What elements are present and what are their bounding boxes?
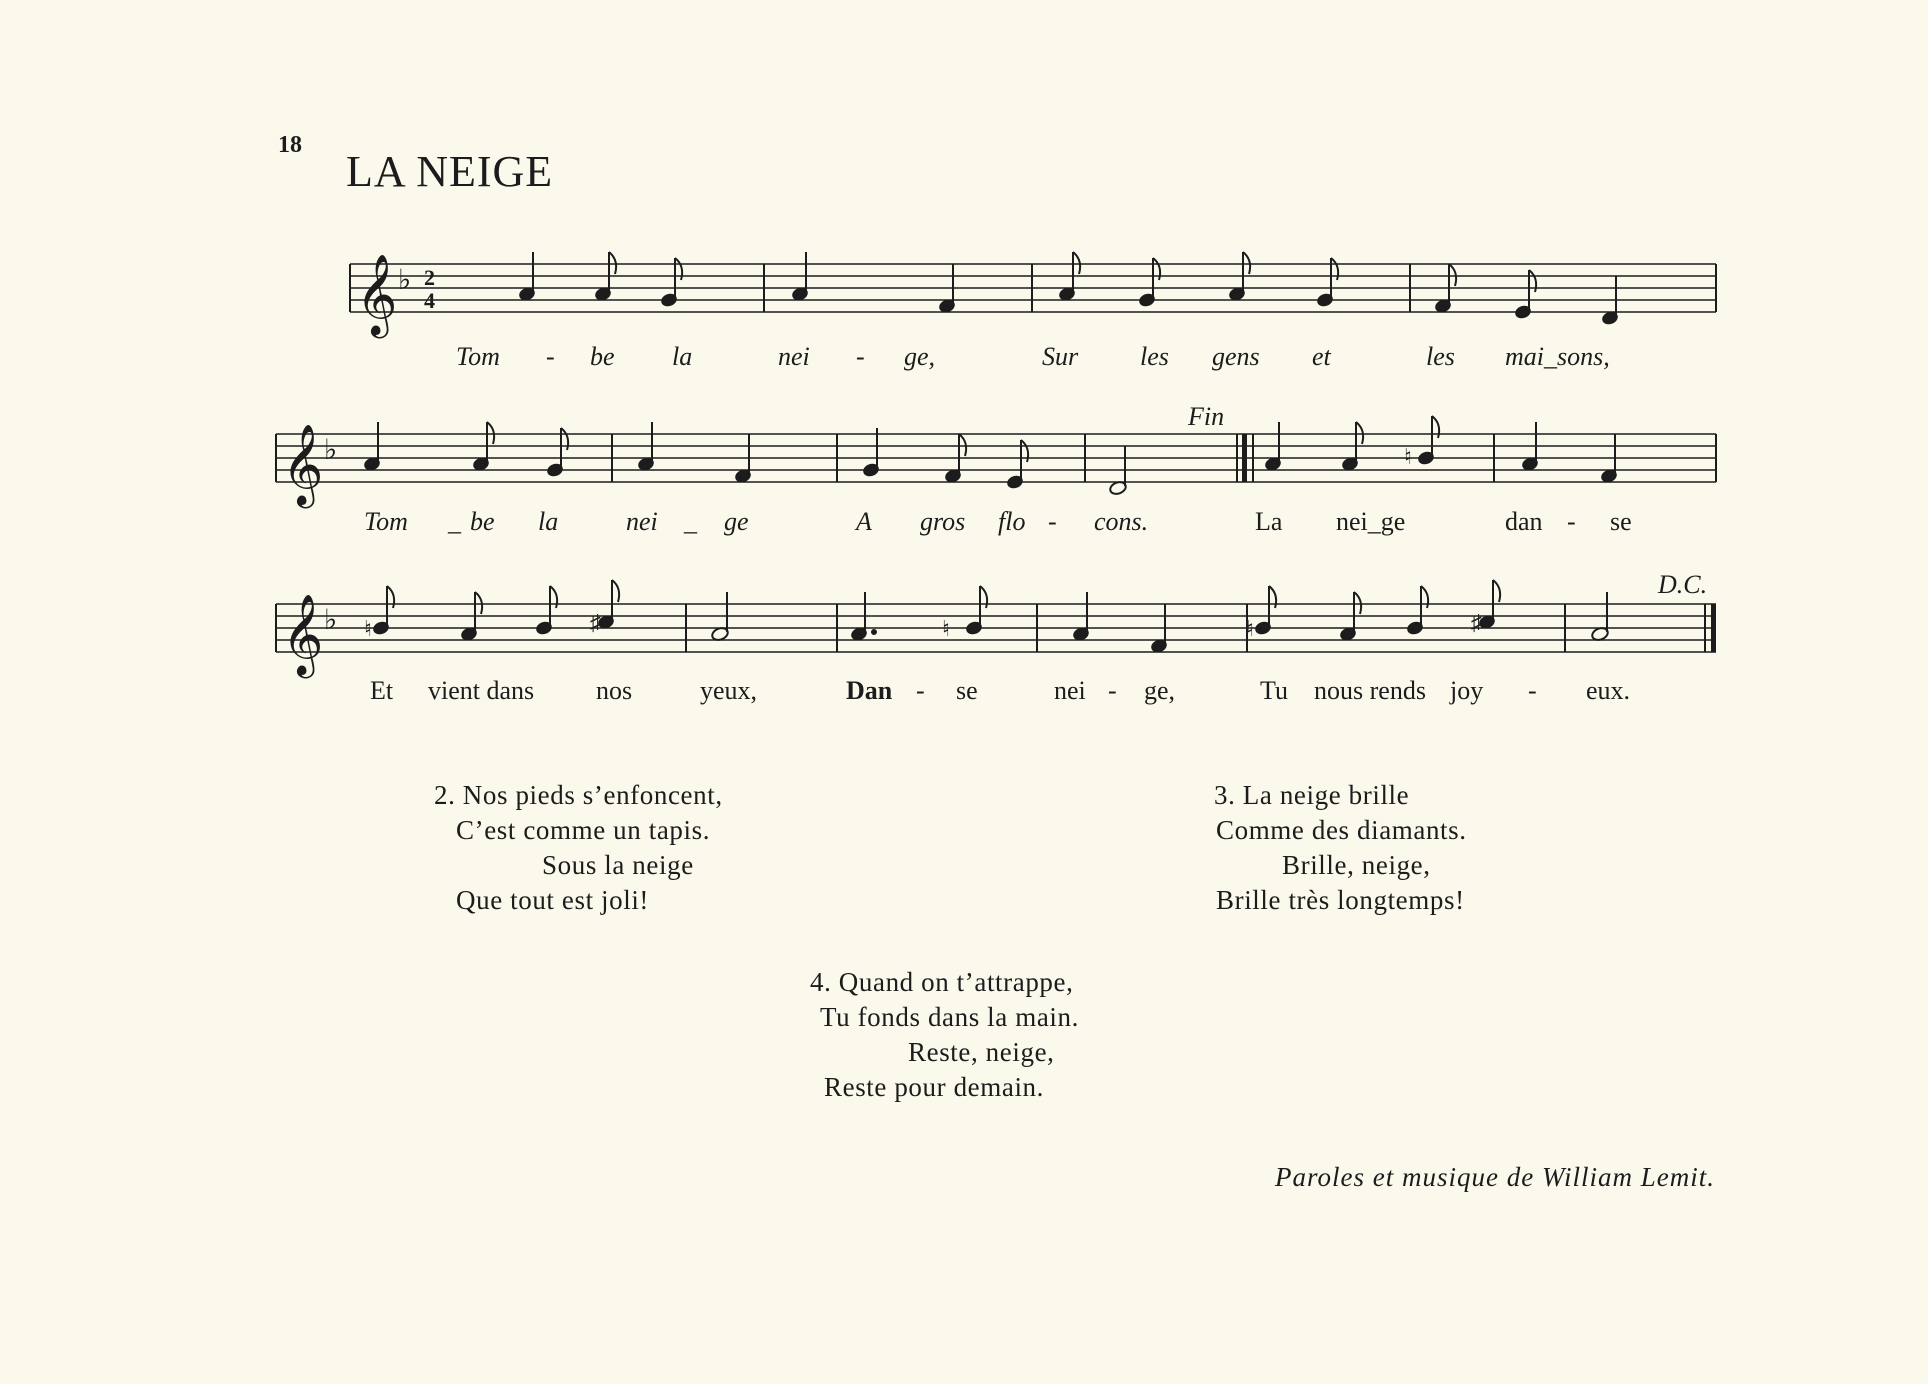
verse-line: 4. Quand on t’attrappe, — [810, 967, 1074, 997]
natural-sign-icon: ♮ — [1246, 616, 1254, 641]
lyric-syllable: mai_sons, — [1505, 342, 1610, 371]
lyric-syllable: ge, — [1144, 676, 1176, 705]
verse-line: Reste, neige, — [908, 1037, 1055, 1067]
lyric-syllable: yeux, — [700, 676, 758, 705]
lyric-syllable: les — [1426, 342, 1455, 371]
verse-3 — [1214, 778, 1467, 918]
flat-icon: ♭ — [398, 265, 412, 296]
lyric-syllable: joy — [1450, 676, 1484, 705]
lyric-syllable: se — [1610, 507, 1632, 536]
verse-line: Sous la neige — [542, 850, 694, 880]
lyric-syllable: cons. — [1094, 507, 1149, 536]
lyric-syllable: dan — [1505, 507, 1543, 536]
lyric-syllable: Sur — [1042, 342, 1079, 371]
verse-line: Tu fonds dans la main. — [820, 1002, 1079, 1032]
lyric-syllable: gros — [920, 507, 966, 536]
treble-clef-icon: 𝄞 — [282, 427, 324, 504]
verse-line: 2. Nos pieds s’enfoncent, — [434, 780, 723, 810]
flat-icon: ♭ — [324, 605, 338, 636]
natural-sign-icon: ♮ — [942, 616, 950, 641]
lyric-syllable: ge, — [904, 342, 936, 371]
lyric-syllable: be — [470, 507, 495, 536]
verse-line: 3. La neige brille — [1214, 780, 1410, 810]
page-number: 18 — [278, 132, 302, 158]
lyric-syllable: - — [856, 342, 865, 371]
lyric-syllable: gens — [1212, 342, 1260, 371]
lyric-syllable: la — [538, 507, 559, 536]
lyric-syllable: Et — [370, 676, 394, 705]
lyric-syllable: _ — [448, 507, 461, 536]
lyric-syllable: be — [590, 342, 615, 371]
natural-sign-icon: ♮ — [1404, 444, 1412, 469]
time-signature-bottom: 4 — [424, 288, 435, 313]
verse-line: Comme des diamants. — [1216, 815, 1467, 845]
lyric-syllable: les — [1140, 342, 1169, 371]
lyric-syllable: La — [1255, 507, 1283, 536]
lyric-syllable: et — [1312, 342, 1331, 371]
lyric-syllable: - — [1048, 507, 1057, 536]
verse-line: Reste pour demain. — [824, 1072, 1044, 1102]
verse-line: Que tout est joli! — [456, 885, 650, 915]
lyric-syllable: nei — [1054, 676, 1086, 705]
lyric-syllable: flo — [998, 507, 1026, 536]
lyric-syllable: se — [956, 676, 978, 705]
verse-line: Brille, neige, — [1282, 850, 1431, 880]
lyric-syllable: - — [1567, 507, 1576, 536]
song-title: LA NEIGE — [346, 147, 554, 196]
verse-2 — [434, 778, 723, 918]
lyric-syllable: Dan — [846, 676, 893, 705]
lyric-syllable: nous rends — [1314, 676, 1426, 705]
time-signature-top: 2 — [424, 265, 435, 290]
lyric-syllable: - — [916, 676, 925, 705]
credit-line: Paroles et musique de William Lemit. — [1275, 1162, 1715, 1192]
lyric-syllable: nei — [778, 342, 810, 371]
fin-marker: Fin — [1188, 402, 1225, 431]
lyric-syllable: vient dans — [428, 676, 535, 705]
treble-clef-icon: 𝄞 — [282, 597, 324, 674]
lyric-syllable: ge — [724, 507, 749, 536]
lyric-syllable: - — [1108, 676, 1117, 705]
sharp-sign-icon: ♯ — [1471, 610, 1482, 635]
lyric-syllable: A — [856, 507, 872, 536]
lyric-syllable: - — [1528, 676, 1537, 705]
flat-icon: ♭ — [324, 435, 338, 466]
lyric-syllable: - — [546, 342, 555, 371]
lyric-syllable: eux. — [1586, 676, 1631, 705]
lyric-syllable: _ — [684, 507, 697, 536]
lyric-syllable: Tom — [456, 342, 500, 371]
lyric-syllable: nei_ge — [1336, 507, 1406, 536]
treble-clef-icon: 𝄞 — [356, 257, 398, 334]
lyric-syllable: Tom — [364, 507, 408, 536]
verse-line: Brille très longtemps! — [1216, 885, 1465, 915]
sharp-sign-icon: ♯ — [590, 610, 601, 635]
natural-sign-icon: ♮ — [364, 616, 372, 641]
lyric-syllable: Tu — [1260, 676, 1288, 705]
verse-line: C’est comme un tapis. — [456, 815, 711, 845]
lyric-syllable: nei — [626, 507, 658, 536]
dc-marker: D.C. — [1658, 570, 1708, 599]
lyric-syllable: nos — [596, 676, 633, 705]
verse-4 — [810, 965, 1079, 1105]
lyric-syllable: la — [672, 342, 693, 371]
